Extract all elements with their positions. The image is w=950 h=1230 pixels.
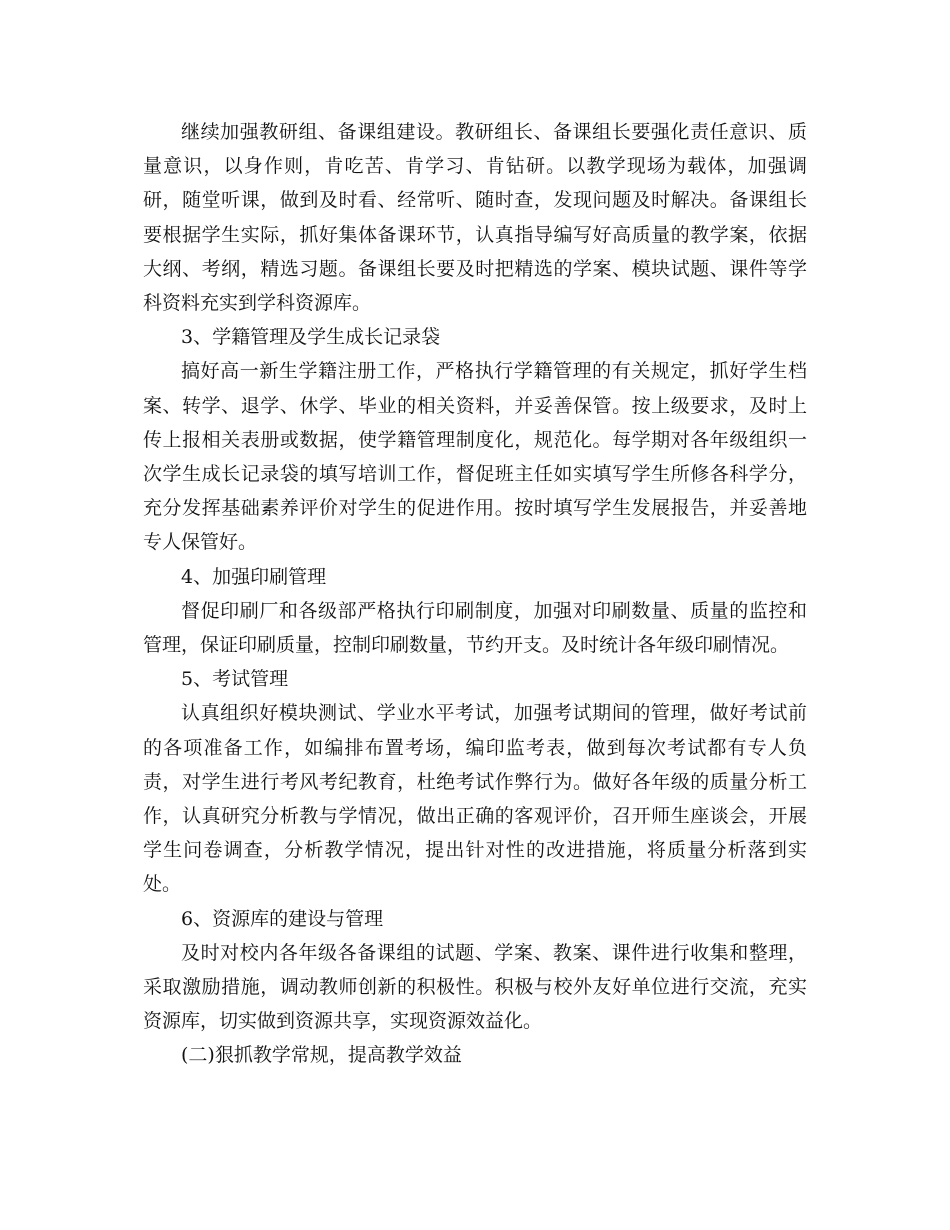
section-heading-exams: 5、考试管理 <box>181 668 289 691</box>
paragraph-exams: 认真组织好模块测试、学业水平考试，加强考试期间的管理，做好考试前的各项准备工作，如编排布置考场，编印监考表，做到每次考试都有专人负责，对学生进行考风考纪教育，杜绝考试作弊行为。做好各年级的质量分析工作，认真研究分析教与学情况，做出正确的客观评价，召开师生座谈会，开展学生问卷调查，分析教学情况，提出针对性的改进措施，将质量分析落到实处。 <box>143 702 807 896</box>
section-heading-teaching-routine: (二)狠抓教学常规，提高教学效益 <box>181 1044 462 1067</box>
paragraph-resource-library: 及时对校内各年级各备课组的试题、学案、教案、课件进行收集和整理，采取激励措施，调动教师创新的积极性。积极与校外友好单位进行交流，充实资源库，切实做到资源共享，实现资源效益化。 <box>143 941 807 1033</box>
paragraph-group-building: 继续加强教研组、备课组建设。教研组长、备课组长要强化责任意识、质量意识，以身作则，肯吃苦、肯学习、肯钻研。以教学现场为载体，加强调研，随堂听课，做到及时看、经常听、随时查，发现问题及时解决。备课组长要根据学生实际，抓好集体备课环节，认真指导编写好高质量的教学案，依据大纲、考纲，精选习题。备课组长要及时把精选的学案、模块试题、课件等学科资料充实到学科资源库。 <box>143 121 807 315</box>
paragraph-student-records: 搞好高一新生学籍注册工作，严格执行学籍管理的有关规定，抓好学生档案、转学、退学、休学、毕业的相关资料，并妥善保管。按上级要求，及时上传上报相关表册或数据，使学籍管理制度化，规范化。每学期对各年级组织一次学生成长记录袋的填写培训工作，督促班主任如实填写学生所修各科学分，充分发挥基础素养评价对学生的促进作用。按时填写学生发展报告，并妥善地专人保管好。 <box>143 360 807 554</box>
section-heading-printing: 4、加强印刷管理 <box>181 565 327 588</box>
section-heading-student-records: 3、学籍管理及学生成长记录袋 <box>181 326 441 349</box>
paragraph-printing: 督促印刷厂和各级部严格执行印刷制度，加强对印刷数量、质量的监控和管理，保证印刷质量，控制印刷数量，节约开支。及时统计各年级印刷情况。 <box>143 599 807 657</box>
section-heading-resource-library: 6、资源库的建设与管理 <box>181 907 384 930</box>
document-body <box>143 115 807 1073</box>
